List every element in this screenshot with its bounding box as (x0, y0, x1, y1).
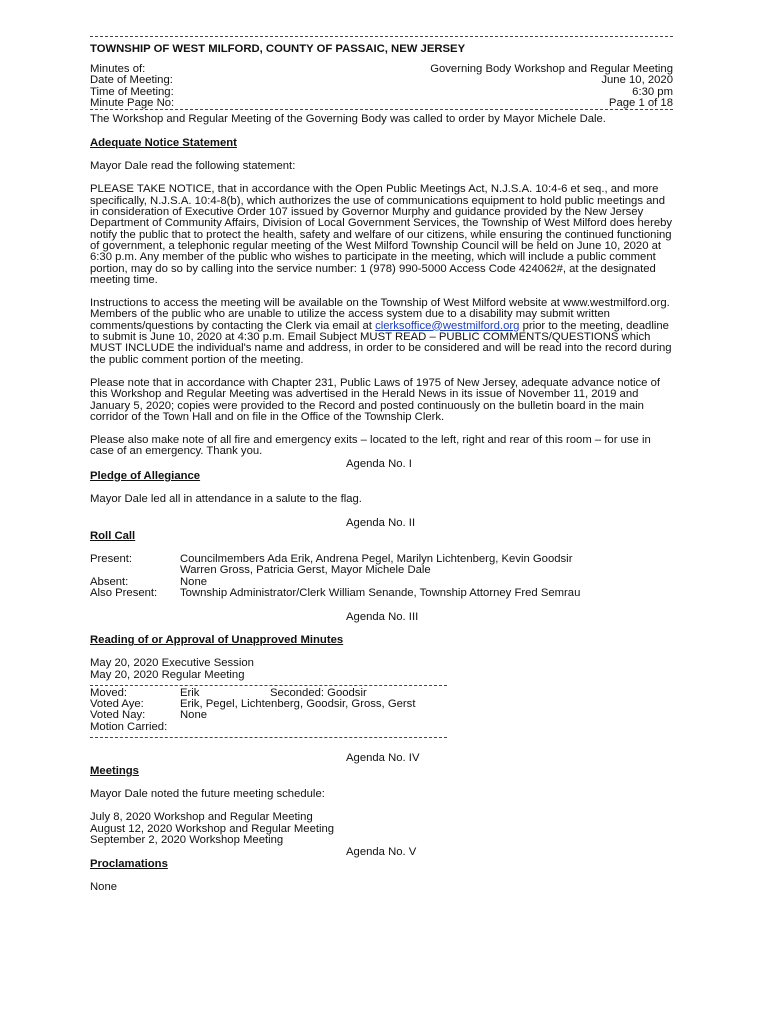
nay-value: None (180, 709, 208, 722)
roll-row (90, 565, 673, 576)
value-time: 6:30 pm (632, 85, 673, 98)
proclamations-text: None (90, 881, 118, 894)
meetings-list (90, 812, 673, 846)
vote-nay-row (90, 710, 673, 721)
roll-value: None (180, 575, 208, 588)
value-page: Page 1 of 18 (608, 96, 673, 109)
meeting-info-values (430, 64, 673, 109)
vote-divider-bottom (90, 737, 447, 738)
roll-value: Councilmembers Ada Erik, Andrena Pegel, Marilyn Lichtenberg, Kevin Goodsir (180, 553, 573, 566)
instructions-text-a: Instructions to access the meeting will be available on the Township of West Milford website at www.westmilford.org. Members of the public who are unable to utilize the access system due to a disability may submit written comments/questions by contacting the Clerk via email at (90, 297, 670, 332)
agenda-no-5: Agenda No. V (346, 846, 417, 859)
clerk-email-link[interactable]: clerksoffice@westmilford.org (375, 319, 520, 332)
notice-lead: Mayor Dale read the following statement: (90, 160, 296, 173)
pledge-heading: Pledge of Allegiance (90, 469, 201, 482)
label-date: Date of Meeting: (90, 74, 173, 87)
notice-heading: Adequate Notice Statement (90, 137, 237, 150)
roll-label: Also Present: (90, 586, 158, 599)
meeting-info (90, 64, 673, 109)
value-minutes-of: Governing Body Workshop and Regular Meeting (430, 63, 673, 75)
vote-aye-row (90, 699, 673, 710)
intro-paragraph: The Workshop and Regular Meeting of the Governing Body was called to order by Mayor Michele Dale. (90, 113, 606, 126)
header-divider (90, 109, 673, 110)
top-divider (90, 36, 673, 37)
instructions-text-b: prior to the meeting, deadline to submit is June 10, 2020 at 4:30 p.m. Email Subject MUST READ – PUBLIC COMMENTS/QUESTIONS which MUST INCLUDE the individual's name and address, in order to be considered and will be read into the record during the public comment portion of the meeting. (90, 319, 672, 366)
label-time: Time of Meeting: (90, 85, 174, 98)
minutes-heading: Reading of or Approval of Unapproved Minutes (90, 634, 344, 647)
proclamations-heading: Proclamations (90, 858, 168, 871)
roll-value: Warren Gross, Patricia Gerst, Mayor Michele Dale (180, 564, 431, 577)
meeting-item: July 8, 2020 Workshop and Regular Meeting (90, 811, 313, 824)
exits-paragraph: Please also make note of all fire and emergency exits – located to the left, right and rear of this room – for use in case of an emergency. Thank you. (90, 434, 651, 458)
meetings-lead: Mayor Dale noted the future meeting schedule: (90, 787, 325, 800)
agenda-no-4: Agenda No. IV (346, 751, 420, 764)
nay-label: Voted Nay: (90, 709, 146, 722)
agenda-no-3: Agenda No. III (346, 611, 419, 624)
document-title: TOWNSHIP OF WEST MILFORD, COUNTY OF PASSAIC, NEW JERSEY (90, 43, 466, 55)
agenda-no-1: Agenda No. I (346, 457, 412, 470)
pledge-text: Mayor Dale led all in attendance in a salute to the flag. (90, 492, 362, 505)
roll-label: Absent: (90, 575, 129, 588)
moved-label: Moved: (90, 686, 128, 699)
carried-label: Motion Carried: (90, 720, 168, 733)
seconded-value: Seconded: Goodsir (270, 686, 367, 699)
meeting-info-labels (90, 64, 174, 109)
agenda-no-2: Agenda No. II (346, 517, 416, 530)
label-minutes-of: Minutes of: (90, 63, 146, 75)
minutes-item: May 20, 2020 Regular Meeting (90, 668, 245, 681)
notice-paragraph: PLEASE TAKE NOTICE, that in accordance with the Open Public Meetings Act, N.J.S.A. 10:4-6 et seq., and more specifically, N.J.S.A. 10:4-8(b), which authorizes the use of communications equipment to hold public meetings and in consideration of Executive Order 107 issued by Governor Murphy and guidance provided by the New Jersey Department of Community Affairs, Division of Local Government Services, the Township of West Milford does hereby notify the public that to protect the health, safety and welfare of our citizens, while ensuring the continued functioning of government, a telephonic regular meeting of the West Milford Township Council will be held on June 10, 2020 at 6:30 p.m. Any member of the public who wishes to participate in the meeting, which will include a public comment portion, may do so by calling into the service number: 1 (978) 990-5000 Access Code 424062#, at the designated meeting time. (90, 183, 673, 286)
aye-label: Voted Aye: (90, 698, 144, 711)
vote-block (90, 688, 673, 733)
meeting-item: September 2, 2020 Workshop Meeting (90, 833, 284, 846)
value-date: June 10, 2020 (601, 74, 673, 87)
roll-row (90, 588, 673, 599)
minutes-list (90, 658, 673, 681)
aye-value: Erik, Pegel, Lichtenberg, Goodsir, Gross, Gerst (180, 698, 416, 711)
instructions-paragraph (90, 298, 673, 366)
roll-value: Township Administrator/Clerk William Senande, Township Attorney Fred Semrau (180, 586, 581, 599)
roll-label: Present: (90, 553, 133, 566)
meeting-item: August 12, 2020 Workshop and Regular Meeting (90, 822, 335, 835)
moved-value: Erik (180, 686, 200, 699)
roll-label (90, 565, 180, 576)
label-page: Minute Page No: (90, 96, 175, 109)
roll-call-list (90, 554, 673, 599)
vote-carried-row (90, 722, 673, 733)
minutes-item: May 20, 2020 Executive Session (90, 657, 254, 670)
meetings-heading: Meetings (90, 764, 139, 777)
chapter231-paragraph: Please note that in accordance with Chapter 231, Public Laws of 1975 of New Jersey, adequate advance notice of this Workshop and Regular Meeting was advertised in the Herald News in its issue of November 11, 2019 and January 5, 2020; copies were provided to the Record and posted continuously on the bulletin board in the main corridor of the Town Hall and on file in the Office of the Township Clerk. (90, 376, 661, 423)
rollcall-heading: Roll Call (90, 530, 136, 543)
minutes-page (90, 36, 673, 893)
vote-divider-top (90, 685, 447, 686)
